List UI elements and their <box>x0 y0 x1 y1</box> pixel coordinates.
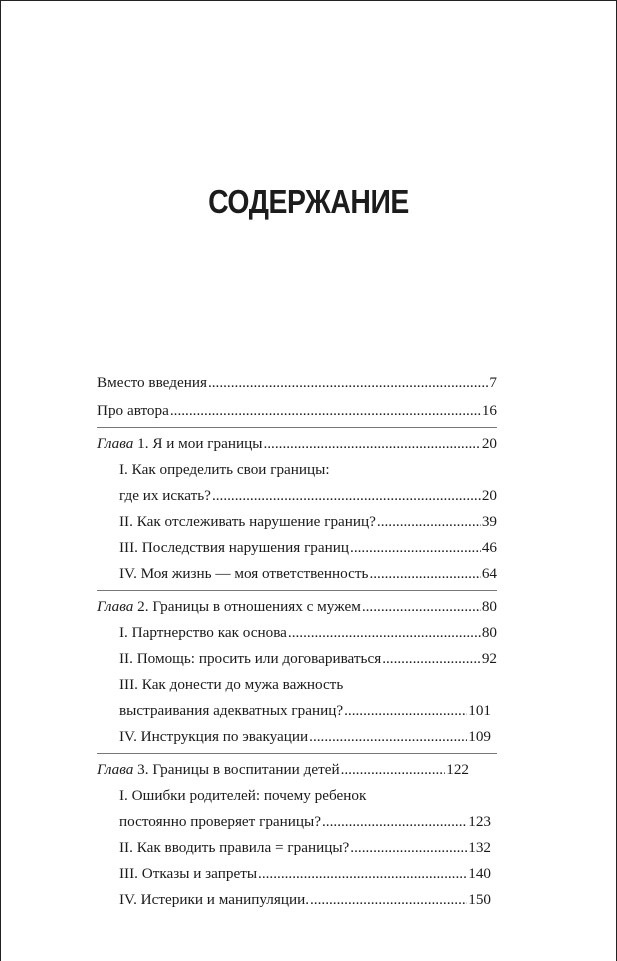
toc-entry-label: II. Как отслеживать нарушение границ? <box>119 513 376 530</box>
chapter-title: 3. Границы в воспитании детей <box>133 761 340 778</box>
toc-subentry <box>97 861 491 887</box>
toc-subentry <box>97 646 497 672</box>
chapter-title: 1. Я и мои границы <box>133 435 263 452</box>
divider <box>97 427 497 428</box>
toc-dot-leader <box>310 887 467 913</box>
toc-entry-label: IV. Инструкция по эвакуации <box>119 728 309 745</box>
toc-subentry-line <box>97 457 497 483</box>
toc-dot-leader <box>208 373 488 392</box>
toc-subentry <box>97 724 491 750</box>
toc-entry-label: Про автора <box>97 402 169 419</box>
toc-subentry <box>97 535 497 561</box>
toc-dot-leader <box>344 698 467 724</box>
toc-page-number: 16 <box>481 402 497 419</box>
toc-dot-leader <box>362 594 481 620</box>
toc-entry-label: II. Как вводить правила = границы? <box>119 839 350 856</box>
toc-entry-label: Вместо введения <box>97 374 207 391</box>
toc-subentry <box>97 809 491 835</box>
toc-chapter <box>97 594 497 620</box>
toc-page-number: 7 <box>489 374 497 391</box>
toc-page-number: 20 <box>481 435 497 452</box>
toc-dot-leader <box>212 483 481 509</box>
toc-page-number: 150 <box>468 891 491 908</box>
toc-dot-leader <box>263 431 480 457</box>
chapter-title: 2. Границы в отношениях с мужем <box>133 598 361 615</box>
toc-chapter <box>97 431 497 457</box>
toc-page-number: 64 <box>481 565 497 582</box>
toc-subentry <box>97 620 497 646</box>
toc-page-number: 122 <box>446 761 469 778</box>
toc-entry-label: I. Как определить свои границы: <box>119 461 330 478</box>
toc-dot-leader <box>341 757 446 783</box>
toc-entry-label: I. Партнерство как основа <box>119 624 287 641</box>
toc-dot-leader <box>288 620 481 646</box>
toc-page-number: 20 <box>481 487 497 504</box>
toc-entry-label: I. Ошибки родителей: почему ребенок <box>119 787 367 804</box>
toc-entry-label: III. Отказы и запреты <box>119 865 258 882</box>
toc-page-number: 109 <box>468 728 491 745</box>
chapter-word: Глава <box>97 435 134 452</box>
toc-chapter <box>97 757 469 783</box>
toc-page-number: 80 <box>481 624 497 641</box>
divider <box>97 590 497 591</box>
toc-subentry <box>97 483 497 509</box>
toc-dot-leader <box>170 398 481 424</box>
toc-page-number: 101 <box>468 702 491 719</box>
toc-entry-label: III. Последствия нарушения границ <box>119 539 350 556</box>
toc-dot-leader <box>377 509 481 535</box>
toc-subentry <box>97 835 491 861</box>
chapter-word: Глава <box>97 598 134 615</box>
toc-dot-leader <box>382 646 481 672</box>
toc-page-number: 46 <box>481 539 497 556</box>
divider <box>97 753 497 754</box>
toc-dot-leader <box>309 724 467 750</box>
toc-entry <box>97 398 497 424</box>
toc-dot-leader <box>258 861 467 887</box>
toc-page-number: 92 <box>481 650 497 667</box>
toc-page-number: 39 <box>481 513 497 530</box>
toc-entry-label: III. Как донести до мужа важность <box>119 676 344 693</box>
toc-subentry-line <box>97 783 497 809</box>
toc-dot-leader <box>369 561 480 587</box>
toc-subentry <box>97 509 497 535</box>
toc-entry-label: II. Помощь: просить или договариваться <box>119 650 382 667</box>
toc-page-number: 132 <box>468 839 491 856</box>
toc-subentry <box>97 561 497 587</box>
toc-page-number: 140 <box>468 865 491 882</box>
toc-entry-label: постоянно проверяет границы? <box>119 813 321 830</box>
page-title: СОДЕРЖАНИЕ <box>208 183 409 220</box>
toc-subentry <box>97 698 491 724</box>
toc-dot-leader <box>350 835 467 861</box>
toc-page-number: 123 <box>468 813 491 830</box>
toc-page-number: 80 <box>481 598 497 615</box>
toc-entry <box>97 373 497 392</box>
chapter-word: Глава <box>97 761 134 778</box>
toc-entry-label: выстраивания адекватных границ? <box>119 702 344 719</box>
toc-dot-leader <box>322 809 467 835</box>
table-of-contents <box>97 373 497 913</box>
toc-subentry-line <box>97 672 497 698</box>
toc-entry-label: IV. Моя жизнь — моя ответственность <box>119 565 369 582</box>
toc-subentry <box>97 887 491 913</box>
toc-entry-label: где их искать? <box>119 487 211 504</box>
toc-entry-label: IV. Истерики и манипуляции. <box>119 891 309 908</box>
toc-dot-leader <box>350 535 481 561</box>
